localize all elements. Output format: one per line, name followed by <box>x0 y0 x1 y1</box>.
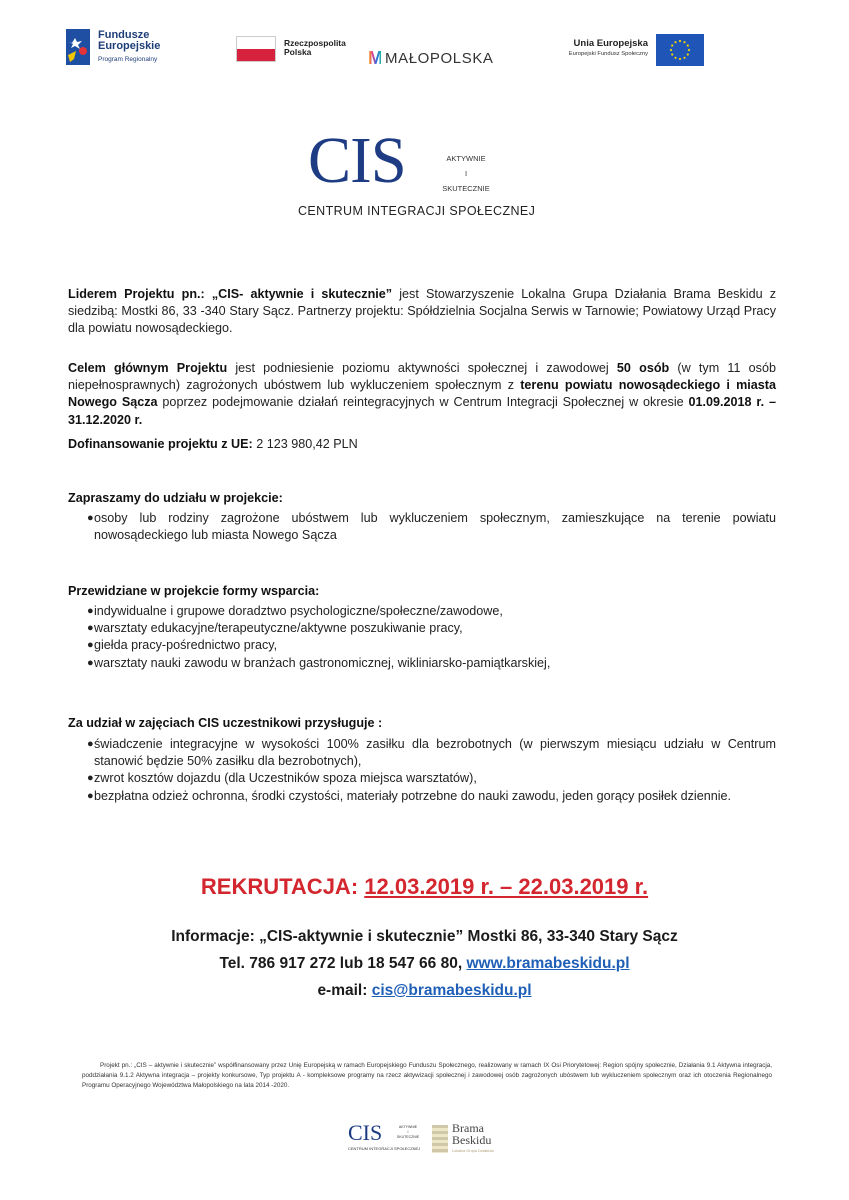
benefits-heading: Za udział w zajęciach CIS uczestnikowi przysługuje : <box>68 716 383 730</box>
bullet-icon: ● <box>87 639 94 652</box>
list-item-text: bezpłatna odzież ochronna, środki czystości, materiały potrzebne do nauki zawodu, jeden gorący posiłek dziennie. <box>94 788 732 803</box>
brama-beskidu-icon <box>432 1125 448 1153</box>
polish-flag-icon <box>236 36 276 62</box>
bullet-icon: ● <box>87 656 94 669</box>
website-link[interactable]: www.bramabeskidu.pl <box>466 955 630 972</box>
email-label: e-mail: <box>317 982 372 999</box>
footer-cis-tagline-3: SKUTECZNIE <box>396 1135 420 1139</box>
funding-label: Dofinansowanie projektu z UE: <box>68 437 253 451</box>
list-item-text: indywidualne i grupowe doradztwo psychologiczne/społeczne/zawodowe, <box>94 604 503 618</box>
goal-text-1: jest podniesienie poziomu aktywności społecznej i zawodowej <box>227 361 617 375</box>
brama-line1: Brama <box>452 1121 484 1135</box>
goal-text-3: poprzez podejmowanie działań reintegracyjnych w Centrum Integracji Społecznej w okresie <box>157 395 689 410</box>
bullet-icon: ● <box>87 622 94 635</box>
benefits-list <box>68 736 776 805</box>
goal-bold-2: 50 osób <box>616 361 670 375</box>
rzeczpospolita-line2: Polska <box>284 47 312 57</box>
list-item <box>68 603 776 620</box>
cis-tagline-line3: SKUTECZNIE <box>442 184 490 193</box>
contact-phone-line <box>0 955 849 973</box>
malopolska-text: MAŁOPOLSKA <box>385 50 494 67</box>
bullet-icon: ● <box>87 772 94 785</box>
cis-logo-subtitle: CENTRUM INTEGRACJI SPOŁECZNEJ <box>298 204 536 218</box>
cis-tagline-line1: AKTYWNIE <box>446 154 486 163</box>
footer-cis-tagline <box>393 1125 423 1140</box>
email-link[interactable]: cis@bramabeskidu.pl <box>371 982 532 999</box>
intro-paragraph <box>68 286 776 338</box>
goal-bold-1: Celem głównym Projektu <box>68 361 228 375</box>
fundusze-europejskie-logo <box>66 29 186 69</box>
eu-flag-icon <box>656 34 704 66</box>
list-item <box>68 637 776 654</box>
goal-paragraph <box>68 360 776 429</box>
bullet-icon: ● <box>87 605 94 617</box>
list-item-text: warsztaty edukacyjne/terapeutyczne/aktywne poszukiwanie pracy, <box>94 621 463 636</box>
list-item-text: giełda pracy-pośrednictwo pracy, <box>94 638 278 653</box>
goal-text-2: (w tym 11 osób niepełnosprawnych) zagrożonych ubóstwem lub wykluczeniem społecznym z <box>68 361 776 393</box>
fundusze-line3: Program Regionalny <box>98 56 158 63</box>
list-item-text: osoby lub rodziny zagrożone ubóstwem lub wykluczeniem społecznym, zamieszkujące na terenie powiatu nowosądeckiego lub miasta Nowego Sącza <box>94 511 776 543</box>
goal-period: 01.09.2018 r. – 31.12.2020 r. <box>68 395 776 427</box>
list-item-text: zwrot kosztów dojazdu (dla Uczestników spoza miejsca warsztatów), <box>94 771 477 786</box>
recruitment-banner <box>0 874 849 900</box>
support-list <box>68 603 776 672</box>
malopolska-logo <box>368 48 494 70</box>
bullet-icon: ● <box>87 738 94 750</box>
bullet-icon: ● <box>87 789 94 802</box>
funding-value: 2 123 980,42 PLN <box>252 437 358 451</box>
rzeczpospolita-line1: Rzeczpospolita <box>284 38 346 48</box>
invite-list <box>68 510 776 544</box>
footer-cis-tagline-2: I <box>407 1130 409 1134</box>
contact-email-line <box>0 982 849 1000</box>
list-item-text: warsztaty nauki zawodu w branżach gastronomicznej, wikliniarsko-pamiątkarskiej, <box>94 655 551 670</box>
unia-line2: Europejski Fundusz Społeczny <box>568 51 648 57</box>
recruitment-label: REKRUTACJA: <box>200 874 365 899</box>
cis-tagline-line2: I <box>464 169 468 178</box>
bullet-icon: ● <box>87 512 94 524</box>
list-item <box>68 788 776 805</box>
list-item <box>68 655 776 672</box>
footer-cis-tagline-1: AKTYWNIE <box>398 1125 418 1129</box>
list-item <box>68 620 776 637</box>
contact-phone: Tel. 786 917 272 lub 18 547 66 80, <box>219 955 467 972</box>
footer-cis-acronym: CIS <box>348 1120 383 1145</box>
cis-logo-tagline <box>426 151 506 196</box>
brama-tagline: Lokalna Grupa Działania <box>452 1149 494 1153</box>
brama-beskidu-logo <box>432 1122 512 1158</box>
fundusze-line2: Europejskie <box>98 40 161 52</box>
recruitment-dates: 12.03.2019 r. – 22.03.2019 r. <box>364 874 649 899</box>
footer-cis-subtitle: CENTRUM INTEGRACJI SPOŁECZNEJ <box>348 1146 421 1151</box>
list-item <box>68 510 776 544</box>
rzeczpospolita-polska-logo <box>236 36 376 66</box>
fundusze-europejskie-icon <box>66 29 90 65</box>
intro-rest: jest Stowarzyszenie Lokalna Grupa Działania Brama Beskidu z siedzibą: Mostki 86, 33 -340 Stary Sącz. Partnerzy projektu: Spółdzielnia Socjalna Serwis w Tarnowie; Powiatowy Urząd Pracy dla powiatu nowosądeckiego. <box>68 287 776 336</box>
intro-lead: Liderem Projektu pn.: „CIS- aktywnie i skutecznie” <box>68 287 393 301</box>
list-item-text: świadczenie integracyjne w wysokości 100% zasiłku dla bezrobotnych (w pierwszym miesiącu udziału w Centrum stanowić będzie 50% zasiłku dla bezrobotnych), <box>94 737 776 769</box>
list-item <box>68 736 776 770</box>
cis-logo-acronym: CIS <box>307 124 406 197</box>
contact-info-line: Informacje: „CIS-aktywnie i skutecznie” Mostki 86, 33-340 Stary Sącz <box>171 928 678 945</box>
funding-line <box>68 436 776 453</box>
support-heading: Przewidziane w projekcie formy wsparcia: <box>68 584 320 598</box>
fundusze-line1: Fundusze <box>98 29 150 41</box>
unia-europejska-logo <box>538 34 708 68</box>
footer-text: Projekt pn.: „CIS – aktywnie i skutecznie” współfinansowany przez Unię Europejską w ramach Europejskiego Funduszu Społecznego, realizowany w ramach IX Osi Priorytetowej: Region spójny społecznie, Działania 9.1 Aktywna integracja, poddziałania 9.1.2 Aktywna integracja – projekty konkursowe, Typ projektu A - kompleksowe programy na rzecz aktywizacji społecznej i zawodowej osób zagrożonych ubóstwem lub wykluczeniem społecznym oraz ich otoczenia Regionalnego Programu Operacyjnego Województwa Małopolskiego na lata 2014 -2020. <box>82 1062 772 1089</box>
brama-line2: Beskidu <box>452 1133 492 1147</box>
unia-line1: Unia Europejska <box>573 38 648 49</box>
invite-heading: Zapraszamy do udziału w projekcie: <box>68 491 283 505</box>
malopolska-mark-icon: M <box>368 48 381 68</box>
list-item <box>68 770 776 787</box>
goal-bold-3: terenu powiatu nowosądeckiego i miasta Nowego Sącza <box>68 378 776 410</box>
